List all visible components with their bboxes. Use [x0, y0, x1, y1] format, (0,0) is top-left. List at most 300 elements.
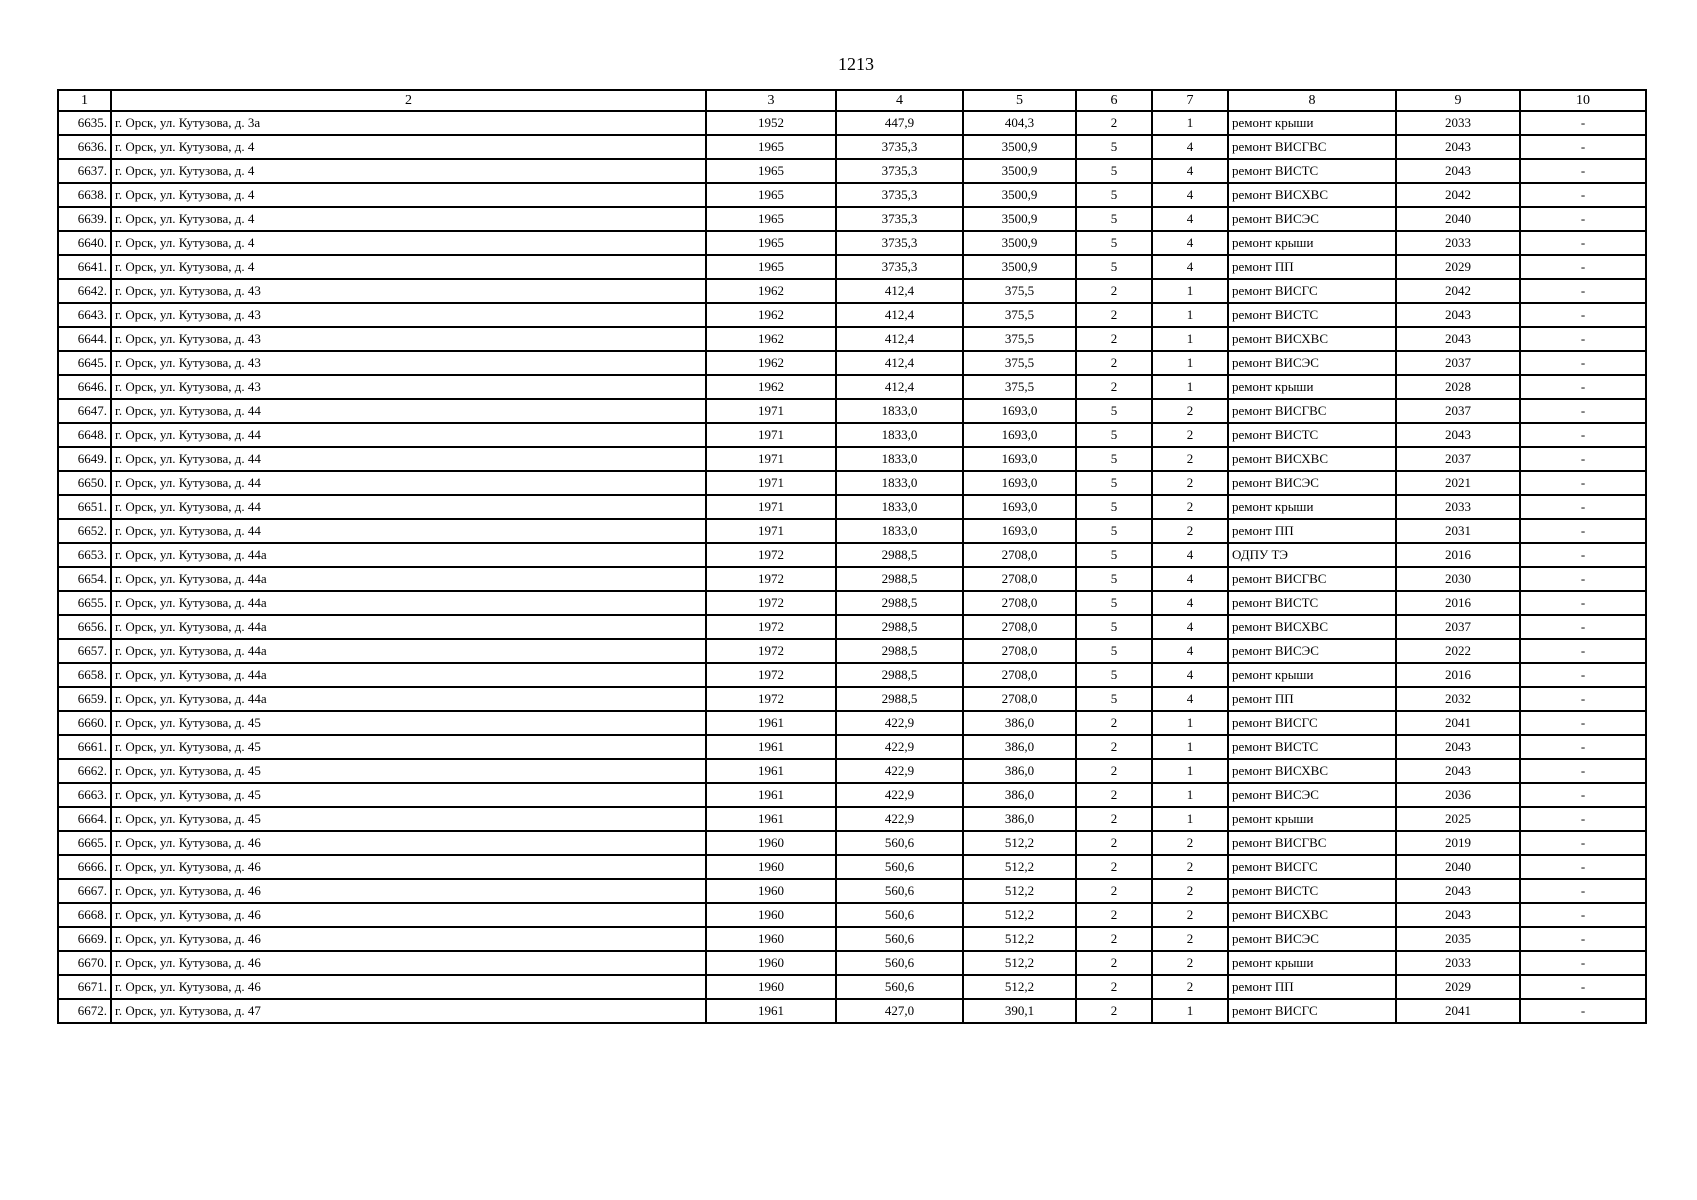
year-built-cell: 1961	[706, 711, 836, 735]
row-number-cell: 6672.	[58, 999, 111, 1023]
table-row	[58, 447, 1646, 471]
work-type-cell: ремонт ВИСХВС	[1228, 447, 1396, 471]
work-type-cell: ремонт ВИСГВС	[1228, 135, 1396, 159]
table-row	[58, 831, 1646, 855]
floors-cell: 5	[1076, 399, 1152, 423]
address-cell: г. Орск, ул. Кутузова, д. 44	[111, 399, 706, 423]
total-area-cell: 3735,3	[836, 135, 963, 159]
address-cell: г. Орск, ул. Кутузова, д. 3а	[111, 111, 706, 135]
table-row	[58, 783, 1646, 807]
floors-cell: 5	[1076, 471, 1152, 495]
year-built-cell: 1961	[706, 735, 836, 759]
entrances-cell: 1	[1152, 999, 1228, 1023]
total-area-cell: 1833,0	[836, 471, 963, 495]
work-type-cell: ремонт ВИСЭС	[1228, 207, 1396, 231]
work-type-cell: ремонт ПП	[1228, 687, 1396, 711]
planned-year-cell: 2041	[1396, 999, 1520, 1023]
planned-year-cell: 2043	[1396, 327, 1520, 351]
total-area-cell: 2988,5	[836, 663, 963, 687]
row-number-cell: 6664.	[58, 807, 111, 831]
total-area-cell: 560,6	[836, 879, 963, 903]
address-cell: г. Орск, ул. Кутузова, д. 45	[111, 759, 706, 783]
column-header-5: 5	[963, 90, 1076, 111]
address-cell: г. Орск, ул. Кутузова, д. 44а	[111, 543, 706, 567]
table-row	[58, 759, 1646, 783]
planned-year-cell: 2035	[1396, 927, 1520, 951]
table-row	[58, 639, 1646, 663]
entrances-cell: 4	[1152, 135, 1228, 159]
floors-cell: 5	[1076, 135, 1152, 159]
planned-year-cell: 2033	[1396, 495, 1520, 519]
row-number-cell: 6667.	[58, 879, 111, 903]
entrances-cell: 2	[1152, 903, 1228, 927]
living-area-cell: 2708,0	[963, 591, 1076, 615]
row-number-cell: 6669.	[58, 927, 111, 951]
note-cell: -	[1520, 927, 1646, 951]
work-type-cell: ремонт ПП	[1228, 519, 1396, 543]
address-cell: г. Орск, ул. Кутузова, д. 43	[111, 327, 706, 351]
work-type-cell: ремонт крыши	[1228, 111, 1396, 135]
year-built-cell: 1960	[706, 903, 836, 927]
address-cell: г. Орск, ул. Кутузова, д. 45	[111, 711, 706, 735]
planned-year-cell: 2043	[1396, 759, 1520, 783]
table-row	[58, 927, 1646, 951]
total-area-cell: 560,6	[836, 855, 963, 879]
address-cell: г. Орск, ул. Кутузова, д. 4	[111, 135, 706, 159]
planned-year-cell: 2016	[1396, 591, 1520, 615]
total-area-cell: 560,6	[836, 903, 963, 927]
row-number-cell: 6649.	[58, 447, 111, 471]
total-area-cell: 422,9	[836, 711, 963, 735]
total-area-cell: 1833,0	[836, 399, 963, 423]
note-cell: -	[1520, 231, 1646, 255]
living-area-cell: 404,3	[963, 111, 1076, 135]
year-built-cell: 1960	[706, 831, 836, 855]
address-cell: г. Орск, ул. Кутузова, д. 45	[111, 735, 706, 759]
living-area-cell: 386,0	[963, 711, 1076, 735]
total-area-cell: 2988,5	[836, 543, 963, 567]
column-header-1: 1	[58, 90, 111, 111]
entrances-cell: 1	[1152, 807, 1228, 831]
entrances-cell: 4	[1152, 687, 1228, 711]
entrances-cell: 1	[1152, 711, 1228, 735]
entrances-cell: 2	[1152, 831, 1228, 855]
note-cell: -	[1520, 855, 1646, 879]
total-area-cell: 422,9	[836, 735, 963, 759]
work-type-cell: ремонт ВИСЭС	[1228, 783, 1396, 807]
floors-cell: 2	[1076, 735, 1152, 759]
total-area-cell: 412,4	[836, 375, 963, 399]
living-area-cell: 512,2	[963, 975, 1076, 999]
row-number-cell: 6644.	[58, 327, 111, 351]
address-cell: г. Орск, ул. Кутузова, д. 46	[111, 927, 706, 951]
column-header-9: 9	[1396, 90, 1520, 111]
row-number-cell: 6654.	[58, 567, 111, 591]
work-type-cell: ремонт крыши	[1228, 375, 1396, 399]
total-area-cell: 560,6	[836, 975, 963, 999]
work-type-cell: ремонт ВИСХВС	[1228, 183, 1396, 207]
floors-cell: 2	[1076, 951, 1152, 975]
note-cell: -	[1520, 951, 1646, 975]
note-cell: -	[1520, 831, 1646, 855]
year-built-cell: 1962	[706, 351, 836, 375]
total-area-cell: 412,4	[836, 279, 963, 303]
floors-cell: 5	[1076, 663, 1152, 687]
row-number-cell: 6640.	[58, 231, 111, 255]
total-area-cell: 560,6	[836, 831, 963, 855]
row-number-cell: 6641.	[58, 255, 111, 279]
address-cell: г. Орск, ул. Кутузова, д. 46	[111, 951, 706, 975]
entrances-cell: 1	[1152, 111, 1228, 135]
work-type-cell: ремонт ВИСГВС	[1228, 567, 1396, 591]
address-cell: г. Орск, ул. Кутузова, д. 45	[111, 807, 706, 831]
table-row	[58, 375, 1646, 399]
living-area-cell: 390,1	[963, 999, 1076, 1023]
floors-cell: 5	[1076, 207, 1152, 231]
entrances-cell: 2	[1152, 495, 1228, 519]
year-built-cell: 1972	[706, 543, 836, 567]
floors-cell: 2	[1076, 303, 1152, 327]
entrances-cell: 2	[1152, 879, 1228, 903]
note-cell: -	[1520, 903, 1646, 927]
year-built-cell: 1960	[706, 975, 836, 999]
note-cell: -	[1520, 183, 1646, 207]
total-area-cell: 2988,5	[836, 639, 963, 663]
register-table	[57, 89, 1647, 1024]
row-number-cell: 6659.	[58, 687, 111, 711]
row-number-cell: 6656.	[58, 615, 111, 639]
page-number: 1213	[838, 54, 874, 74]
column-header-2: 2	[111, 90, 706, 111]
table-row	[58, 135, 1646, 159]
living-area-cell: 1693,0	[963, 399, 1076, 423]
address-cell: г. Орск, ул. Кутузова, д. 4	[111, 255, 706, 279]
entrances-cell: 2	[1152, 471, 1228, 495]
floors-cell: 2	[1076, 111, 1152, 135]
floors-cell: 5	[1076, 639, 1152, 663]
work-type-cell: ремонт ВИСЭС	[1228, 471, 1396, 495]
work-type-cell: ремонт ВИСЭС	[1228, 927, 1396, 951]
living-area-cell: 386,0	[963, 783, 1076, 807]
entrances-cell: 2	[1152, 855, 1228, 879]
living-area-cell: 375,5	[963, 375, 1076, 399]
address-cell: г. Орск, ул. Кутузова, д. 46	[111, 831, 706, 855]
living-area-cell: 2708,0	[963, 615, 1076, 639]
row-number-cell: 6646.	[58, 375, 111, 399]
table-row	[58, 999, 1646, 1023]
row-number-cell: 6657.	[58, 639, 111, 663]
living-area-cell: 512,2	[963, 879, 1076, 903]
living-area-cell: 375,5	[963, 327, 1076, 351]
floors-cell: 2	[1076, 903, 1152, 927]
address-cell: г. Орск, ул. Кутузова, д. 45	[111, 783, 706, 807]
table-row	[58, 711, 1646, 735]
table-row	[58, 543, 1646, 567]
table-row	[58, 591, 1646, 615]
planned-year-cell: 2040	[1396, 207, 1520, 231]
entrances-cell: 4	[1152, 663, 1228, 687]
table-row	[58, 183, 1646, 207]
row-number-cell: 6643.	[58, 303, 111, 327]
floors-cell: 2	[1076, 375, 1152, 399]
work-type-cell: ремонт ВИСТС	[1228, 735, 1396, 759]
note-cell: -	[1520, 375, 1646, 399]
column-header-3: 3	[706, 90, 836, 111]
year-built-cell: 1971	[706, 447, 836, 471]
work-type-cell: ремонт ВИСГС	[1228, 711, 1396, 735]
year-built-cell: 1965	[706, 159, 836, 183]
address-cell: г. Орск, ул. Кутузова, д. 47	[111, 999, 706, 1023]
work-type-cell: ремонт ВИСХВС	[1228, 615, 1396, 639]
column-header-4: 4	[836, 90, 963, 111]
planned-year-cell: 2040	[1396, 855, 1520, 879]
year-built-cell: 1972	[706, 639, 836, 663]
planned-year-cell: 2019	[1396, 831, 1520, 855]
living-area-cell: 375,5	[963, 303, 1076, 327]
year-built-cell: 1960	[706, 879, 836, 903]
note-cell: -	[1520, 567, 1646, 591]
address-cell: г. Орск, ул. Кутузова, д. 44а	[111, 591, 706, 615]
planned-year-cell: 2043	[1396, 303, 1520, 327]
entrances-cell: 2	[1152, 519, 1228, 543]
table-row	[58, 255, 1646, 279]
planned-year-cell: 2041	[1396, 711, 1520, 735]
living-area-cell: 3500,9	[963, 183, 1076, 207]
living-area-cell: 1693,0	[963, 495, 1076, 519]
planned-year-cell: 2042	[1396, 183, 1520, 207]
total-area-cell: 3735,3	[836, 207, 963, 231]
address-cell: г. Орск, ул. Кутузова, д. 4	[111, 207, 706, 231]
work-type-cell: ремонт ВИСГС	[1228, 855, 1396, 879]
floors-cell: 2	[1076, 351, 1152, 375]
table-row	[58, 303, 1646, 327]
table-row	[58, 567, 1646, 591]
table-body	[58, 111, 1646, 1023]
total-area-cell: 2988,5	[836, 567, 963, 591]
entrances-cell: 4	[1152, 159, 1228, 183]
address-cell: г. Орск, ул. Кутузова, д. 46	[111, 855, 706, 879]
year-built-cell: 1960	[706, 951, 836, 975]
planned-year-cell: 2029	[1396, 255, 1520, 279]
planned-year-cell: 2021	[1396, 471, 1520, 495]
address-cell: г. Орск, ул. Кутузова, д. 44	[111, 423, 706, 447]
total-area-cell: 422,9	[836, 807, 963, 831]
work-type-cell: ремонт ВИСХВС	[1228, 759, 1396, 783]
work-type-cell: ремонт ВИСХВС	[1228, 903, 1396, 927]
total-area-cell: 2988,5	[836, 615, 963, 639]
row-number-cell: 6671.	[58, 975, 111, 999]
planned-year-cell: 2043	[1396, 135, 1520, 159]
table-row	[58, 231, 1646, 255]
year-built-cell: 1965	[706, 255, 836, 279]
note-cell: -	[1520, 999, 1646, 1023]
year-built-cell: 1972	[706, 687, 836, 711]
planned-year-cell: 2033	[1396, 231, 1520, 255]
living-area-cell: 512,2	[963, 831, 1076, 855]
living-area-cell: 3500,9	[963, 255, 1076, 279]
year-built-cell: 1961	[706, 759, 836, 783]
note-cell: -	[1520, 495, 1646, 519]
planned-year-cell: 2036	[1396, 783, 1520, 807]
work-type-cell: ОДПУ ТЭ	[1228, 543, 1396, 567]
note-cell: -	[1520, 975, 1646, 999]
column-header-10: 10	[1520, 90, 1646, 111]
planned-year-cell: 2043	[1396, 735, 1520, 759]
total-area-cell: 1833,0	[836, 423, 963, 447]
living-area-cell: 1693,0	[963, 471, 1076, 495]
floors-cell: 2	[1076, 999, 1152, 1023]
row-number-cell: 6651.	[58, 495, 111, 519]
living-area-cell: 2708,0	[963, 687, 1076, 711]
note-cell: -	[1520, 207, 1646, 231]
address-cell: г. Орск, ул. Кутузова, д. 44а	[111, 663, 706, 687]
planned-year-cell: 2042	[1396, 279, 1520, 303]
table-row	[58, 327, 1646, 351]
year-built-cell: 1952	[706, 111, 836, 135]
table-row	[58, 855, 1646, 879]
row-number-cell: 6635.	[58, 111, 111, 135]
note-cell: -	[1520, 447, 1646, 471]
floors-cell: 5	[1076, 591, 1152, 615]
living-area-cell: 386,0	[963, 759, 1076, 783]
living-area-cell: 512,2	[963, 951, 1076, 975]
address-cell: г. Орск, ул. Кутузова, д. 46	[111, 903, 706, 927]
table-row	[58, 735, 1646, 759]
floors-cell: 5	[1076, 615, 1152, 639]
living-area-cell: 375,5	[963, 351, 1076, 375]
note-cell: -	[1520, 279, 1646, 303]
work-type-cell: ремонт ВИСТС	[1228, 423, 1396, 447]
floors-cell: 5	[1076, 231, 1152, 255]
note-cell: -	[1520, 111, 1646, 135]
work-type-cell: ремонт ВИСТС	[1228, 159, 1396, 183]
entrances-cell: 4	[1152, 207, 1228, 231]
year-built-cell: 1971	[706, 399, 836, 423]
work-type-cell: ремонт ВИСТС	[1228, 879, 1396, 903]
work-type-cell: ремонт ВИСТС	[1228, 303, 1396, 327]
address-cell: г. Орск, ул. Кутузова, д. 44	[111, 471, 706, 495]
total-area-cell: 427,0	[836, 999, 963, 1023]
address-cell: г. Орск, ул. Кутузова, д. 44а	[111, 687, 706, 711]
column-header-8: 8	[1228, 90, 1396, 111]
row-number-cell: 6636.	[58, 135, 111, 159]
note-cell: -	[1520, 303, 1646, 327]
note-cell: -	[1520, 399, 1646, 423]
entrances-cell: 1	[1152, 735, 1228, 759]
floors-cell: 2	[1076, 831, 1152, 855]
year-built-cell: 1960	[706, 927, 836, 951]
floors-cell: 5	[1076, 447, 1152, 471]
entrances-cell: 2	[1152, 447, 1228, 471]
address-cell: г. Орск, ул. Кутузова, д. 43	[111, 351, 706, 375]
year-built-cell: 1962	[706, 327, 836, 351]
note-cell: -	[1520, 543, 1646, 567]
living-area-cell: 2708,0	[963, 663, 1076, 687]
address-cell: г. Орск, ул. Кутузова, д. 44а	[111, 615, 706, 639]
work-type-cell: ремонт ПП	[1228, 975, 1396, 999]
planned-year-cell: 2037	[1396, 351, 1520, 375]
entrances-cell: 4	[1152, 591, 1228, 615]
floors-cell: 5	[1076, 255, 1152, 279]
year-built-cell: 1965	[706, 207, 836, 231]
total-area-cell: 3735,3	[836, 231, 963, 255]
entrances-cell: 4	[1152, 543, 1228, 567]
note-cell: -	[1520, 135, 1646, 159]
table-row	[58, 399, 1646, 423]
living-area-cell: 3500,9	[963, 207, 1076, 231]
row-number-cell: 6660.	[58, 711, 111, 735]
note-cell: -	[1520, 159, 1646, 183]
address-cell: г. Орск, ул. Кутузова, д. 4	[111, 231, 706, 255]
floors-cell: 5	[1076, 519, 1152, 543]
row-number-cell: 6637.	[58, 159, 111, 183]
total-area-cell: 3735,3	[836, 255, 963, 279]
note-cell: -	[1520, 735, 1646, 759]
total-area-cell: 2988,5	[836, 687, 963, 711]
year-built-cell: 1971	[706, 423, 836, 447]
note-cell: -	[1520, 519, 1646, 543]
planned-year-cell: 2037	[1396, 615, 1520, 639]
entrances-cell: 4	[1152, 255, 1228, 279]
entrances-cell: 1	[1152, 375, 1228, 399]
planned-year-cell: 2031	[1396, 519, 1520, 543]
address-cell: г. Орск, ул. Кутузова, д. 44	[111, 495, 706, 519]
year-built-cell: 1972	[706, 567, 836, 591]
year-built-cell: 1962	[706, 279, 836, 303]
entrances-cell: 1	[1152, 327, 1228, 351]
row-number-cell: 6661.	[58, 735, 111, 759]
entrances-cell: 2	[1152, 399, 1228, 423]
total-area-cell: 412,4	[836, 303, 963, 327]
note-cell: -	[1520, 591, 1646, 615]
living-area-cell: 512,2	[963, 927, 1076, 951]
entrances-cell: 2	[1152, 927, 1228, 951]
year-built-cell: 1961	[706, 807, 836, 831]
note-cell: -	[1520, 687, 1646, 711]
work-type-cell: ремонт крыши	[1228, 807, 1396, 831]
total-area-cell: 412,4	[836, 327, 963, 351]
table-row	[58, 111, 1646, 135]
total-area-cell: 1833,0	[836, 519, 963, 543]
address-cell: г. Орск, ул. Кутузова, д. 4	[111, 183, 706, 207]
year-built-cell: 1971	[706, 471, 836, 495]
planned-year-cell: 2030	[1396, 567, 1520, 591]
total-area-cell: 560,6	[836, 927, 963, 951]
planned-year-cell: 2022	[1396, 639, 1520, 663]
address-cell: г. Орск, ул. Кутузова, д. 46	[111, 975, 706, 999]
planned-year-cell: 2037	[1396, 447, 1520, 471]
table-row	[58, 615, 1646, 639]
living-area-cell: 1693,0	[963, 519, 1076, 543]
living-area-cell: 375,5	[963, 279, 1076, 303]
work-type-cell: ремонт ВИСХВС	[1228, 327, 1396, 351]
row-number-cell: 6642.	[58, 279, 111, 303]
living-area-cell: 3500,9	[963, 135, 1076, 159]
year-built-cell: 1971	[706, 519, 836, 543]
floors-cell: 5	[1076, 543, 1152, 567]
note-cell: -	[1520, 879, 1646, 903]
note-cell: -	[1520, 783, 1646, 807]
total-area-cell: 422,9	[836, 759, 963, 783]
year-built-cell: 1961	[706, 999, 836, 1023]
address-cell: г. Орск, ул. Кутузова, д. 44а	[111, 567, 706, 591]
floors-cell: 2	[1076, 927, 1152, 951]
planned-year-cell: 2043	[1396, 879, 1520, 903]
work-type-cell: ремонт ПП	[1228, 255, 1396, 279]
entrances-cell: 1	[1152, 759, 1228, 783]
entrances-cell: 1	[1152, 279, 1228, 303]
total-area-cell: 2988,5	[836, 591, 963, 615]
